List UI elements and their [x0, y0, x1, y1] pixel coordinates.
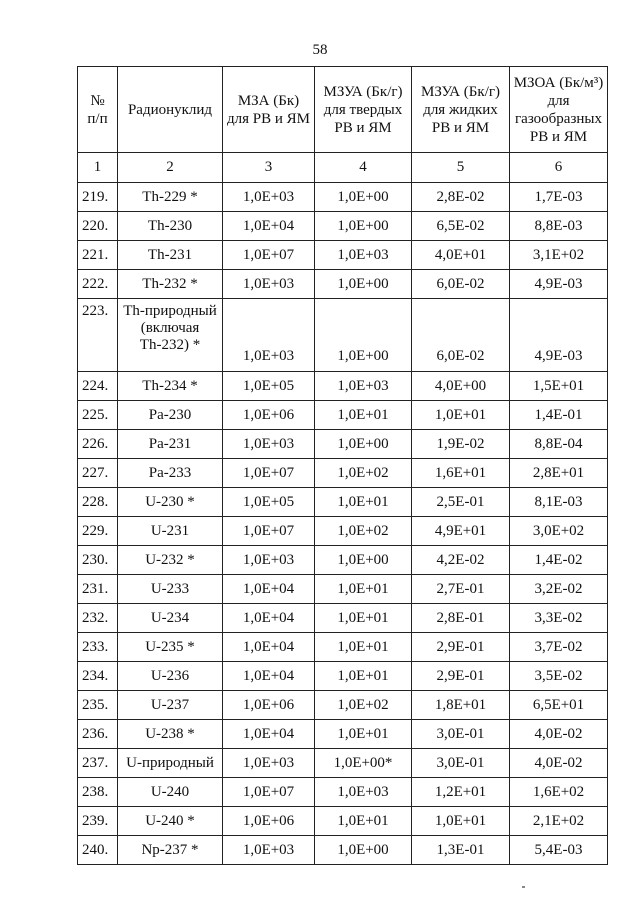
- cell-mzua-solid: 1,0E+02: [315, 459, 412, 488]
- cell-mzua-liquid: 2,9E-01: [412, 633, 510, 662]
- cell-num: 233.: [78, 633, 118, 662]
- cell-mzua-liquid: 1,8E+01: [412, 691, 510, 720]
- cell-nuclide: Th-229 *: [118, 183, 223, 212]
- table-row: [78, 372, 608, 401]
- cell-mzoa-gas: 5,4E-03: [510, 836, 608, 865]
- header-mzoa-gas: МЗОА (Бк/м³) для газообразных РВ и ЯМ: [510, 67, 608, 153]
- cell-num: 223.: [78, 299, 118, 372]
- cell-nuclide: U-231: [118, 517, 223, 546]
- cell-mzua-solid: 1,0E+01: [315, 488, 412, 517]
- cell-mza: 1,0E+06: [223, 807, 315, 836]
- cell-mzoa-gas: 1,7E-03: [510, 183, 608, 212]
- table-row: [78, 691, 608, 720]
- table-row: [78, 720, 608, 749]
- cell-mzua-solid: 1,0E+01: [315, 401, 412, 430]
- cell-mzua-solid: 1,0E+01: [315, 662, 412, 691]
- cell-nuclide: U-234: [118, 604, 223, 633]
- cell-mzua-liquid: 4,0E+01: [412, 241, 510, 270]
- cell-num: 236.: [78, 720, 118, 749]
- cell-num: 225.: [78, 401, 118, 430]
- cell-nuclide: U-235 *: [118, 633, 223, 662]
- cell-mzua-liquid: 1,9E-02: [412, 430, 510, 459]
- cell-num: 239.: [78, 807, 118, 836]
- cell-mzua-liquid: 6,5E-02: [412, 212, 510, 241]
- cell-mzua-solid: 1,0E+00: [315, 836, 412, 865]
- cell-nuclide: Pa-231: [118, 430, 223, 459]
- cell-mza: 1,0E+07: [223, 517, 315, 546]
- cell-nuclide: Pa-230: [118, 401, 223, 430]
- cell-mzoa-gas: 4,0E-02: [510, 720, 608, 749]
- cell-mzua-liquid: 4,2E-02: [412, 546, 510, 575]
- table-row: [78, 183, 608, 212]
- table-row: [78, 662, 608, 691]
- column-number: 6: [510, 153, 608, 183]
- table-row: [78, 749, 608, 778]
- cell-num: 229.: [78, 517, 118, 546]
- cell-mzoa-gas: 3,0E+02: [510, 517, 608, 546]
- cell-nuclide: Th-234 *: [118, 372, 223, 401]
- cell-nuclide: Th-природный (включая Th-232) *: [118, 299, 223, 372]
- table-row: [78, 241, 608, 270]
- cell-mza: 1,0E+04: [223, 212, 315, 241]
- cell-mzua-solid: 1,0E+00: [315, 430, 412, 459]
- cell-num: 231.: [78, 575, 118, 604]
- cell-mzua-solid: 1,0E+00*: [315, 749, 412, 778]
- cell-mzua-solid: 1,0E+00: [315, 212, 412, 241]
- cell-mzua-solid: 1,0E+00: [315, 183, 412, 212]
- cell-mzua-liquid: 2,9E-01: [412, 662, 510, 691]
- cell-mza: 1,0E+04: [223, 633, 315, 662]
- cell-mzua-solid: 1,0E+00: [315, 270, 412, 299]
- table-row: [78, 299, 608, 372]
- cell-mzua-liquid: 2,7E-01: [412, 575, 510, 604]
- cell-num: 219.: [78, 183, 118, 212]
- cell-mzoa-gas: 1,5E+01: [510, 372, 608, 401]
- header-row: [78, 67, 608, 153]
- cell-mzua-liquid: 6,0E-02: [412, 270, 510, 299]
- cell-mzua-liquid: 6,0E-02: [412, 299, 510, 372]
- cell-mzoa-gas: 3,1E+02: [510, 241, 608, 270]
- cell-nuclide: U-238 *: [118, 720, 223, 749]
- cell-mza: 1,0E+06: [223, 691, 315, 720]
- cell-mzoa-gas: 3,5E-02: [510, 662, 608, 691]
- cell-mzua-solid: 1,0E+02: [315, 691, 412, 720]
- header-mzua-solid: МЗУА (Бк/г) для твердых РВ и ЯМ: [315, 67, 412, 153]
- table-row: [78, 488, 608, 517]
- cell-nuclide: Pa-233: [118, 459, 223, 488]
- table-row: [78, 401, 608, 430]
- cell-mzua-liquid: 3,0E-01: [412, 720, 510, 749]
- cell-nuclide: U-233: [118, 575, 223, 604]
- cell-num: 222.: [78, 270, 118, 299]
- cell-mzoa-gas: 8,1E-03: [510, 488, 608, 517]
- cell-mzoa-gas: 8,8E-03: [510, 212, 608, 241]
- cell-mzua-solid: 1,0E+00: [315, 546, 412, 575]
- cell-mzoa-gas: 1,4E-01: [510, 401, 608, 430]
- cell-num: 221.: [78, 241, 118, 270]
- cell-mza: 1,0E+04: [223, 720, 315, 749]
- table-row: [78, 270, 608, 299]
- cell-mzua-liquid: 1,6E+01: [412, 459, 510, 488]
- cell-mzoa-gas: 3,7E-02: [510, 633, 608, 662]
- cell-num: 220.: [78, 212, 118, 241]
- cell-num: 226.: [78, 430, 118, 459]
- table-row: [78, 575, 608, 604]
- cell-mzua-solid: 1,0E+01: [315, 807, 412, 836]
- cell-mzua-solid: 1,0E+01: [315, 604, 412, 633]
- cell-mzua-solid: 1,0E+03: [315, 372, 412, 401]
- cell-mzua-liquid: 2,5E-01: [412, 488, 510, 517]
- table-body: [78, 183, 608, 865]
- radionuclide-table: [77, 66, 608, 865]
- cell-mza: 1,0E+07: [223, 241, 315, 270]
- table-row: [78, 459, 608, 488]
- cell-nuclide: U-237: [118, 691, 223, 720]
- cell-mza: 1,0E+03: [223, 299, 315, 372]
- cell-mzoa-gas: 2,8E+01: [510, 459, 608, 488]
- cell-mza: 1,0E+04: [223, 604, 315, 633]
- column-number: 2: [118, 153, 223, 183]
- header-mza: МЗА (Бк) для РВ и ЯМ: [223, 67, 315, 153]
- column-number: 5: [412, 153, 510, 183]
- cell-num: 237.: [78, 749, 118, 778]
- cell-mza: 1,0E+07: [223, 459, 315, 488]
- cell-mzua-liquid: 1,0E+01: [412, 401, 510, 430]
- cell-mza: 1,0E+07: [223, 778, 315, 807]
- cell-nuclide: Th-231: [118, 241, 223, 270]
- column-number: 1: [78, 153, 118, 183]
- cell-mza: 1,0E+03: [223, 430, 315, 459]
- cell-nuclide: U-природный: [118, 749, 223, 778]
- cell-mzua-solid: 1,0E+03: [315, 241, 412, 270]
- cell-mza: 1,0E+04: [223, 662, 315, 691]
- cell-mzua-solid: 1,0E+00: [315, 299, 412, 372]
- cell-mzoa-gas: 3,2E-02: [510, 575, 608, 604]
- cell-nuclide: U-240: [118, 778, 223, 807]
- cell-mzua-solid: 1,0E+03: [315, 778, 412, 807]
- cell-mzoa-gas: 4,0E-02: [510, 749, 608, 778]
- cell-num: 232.: [78, 604, 118, 633]
- cell-mza: 1,0E+06: [223, 401, 315, 430]
- cell-mzoa-gas: 1,6E+02: [510, 778, 608, 807]
- cell-nuclide: U-232 *: [118, 546, 223, 575]
- header-num: № п/п: [78, 67, 118, 153]
- cell-mza: 1,0E+03: [223, 546, 315, 575]
- cell-mza: 1,0E+03: [223, 270, 315, 299]
- table-row: [78, 604, 608, 633]
- cell-mza: 1,0E+03: [223, 749, 315, 778]
- cell-num: 228.: [78, 488, 118, 517]
- cell-mzoa-gas: 4,9E-03: [510, 270, 608, 299]
- cell-nuclide: U-236: [118, 662, 223, 691]
- cell-mza: 1,0E+05: [223, 488, 315, 517]
- table-row: [78, 430, 608, 459]
- cell-mza: 1,0E+03: [223, 836, 315, 865]
- cell-mzua-solid: 1,0E+01: [315, 720, 412, 749]
- cell-mzoa-gas: 3,3E-02: [510, 604, 608, 633]
- cell-mzua-liquid: 1,3E-01: [412, 836, 510, 865]
- cell-mzoa-gas: 2,1E+02: [510, 807, 608, 836]
- table-row: [78, 546, 608, 575]
- page-number: 58: [312, 42, 328, 58]
- cell-mzua-liquid: 2,8E-01: [412, 604, 510, 633]
- cell-mzoa-gas: 1,4E-02: [510, 546, 608, 575]
- table-row: [78, 517, 608, 546]
- cell-mzoa-gas: 4,9E-03: [510, 299, 608, 372]
- cell-mzua-liquid: 4,9E+01: [412, 517, 510, 546]
- table-row: [78, 836, 608, 865]
- header-mzua-liquid: МЗУА (Бк/г) для жидких РВ и ЯМ: [412, 67, 510, 153]
- cell-mzoa-gas: 8,8E-04: [510, 430, 608, 459]
- column-number-row: [78, 153, 608, 183]
- cell-num: 227.: [78, 459, 118, 488]
- column-number: 4: [315, 153, 412, 183]
- cell-mza: 1,0E+05: [223, 372, 315, 401]
- cell-mzua-liquid: 2,8E-02: [412, 183, 510, 212]
- cell-mza: 1,0E+03: [223, 183, 315, 212]
- scan-speck: [522, 886, 525, 888]
- cell-nuclide: U-230 *: [118, 488, 223, 517]
- cell-mzua-solid: 1,0E+01: [315, 633, 412, 662]
- cell-mzua-liquid: 4,0E+00: [412, 372, 510, 401]
- cell-num: 240.: [78, 836, 118, 865]
- cell-num: 235.: [78, 691, 118, 720]
- table-row: [78, 212, 608, 241]
- cell-num: 238.: [78, 778, 118, 807]
- cell-num: 234.: [78, 662, 118, 691]
- cell-num: 224.: [78, 372, 118, 401]
- cell-mzoa-gas: 6,5E+01: [510, 691, 608, 720]
- cell-mzua-solid: 1,0E+02: [315, 517, 412, 546]
- table-row: [78, 633, 608, 662]
- cell-nuclide: Th-230: [118, 212, 223, 241]
- column-number: 3: [223, 153, 315, 183]
- cell-mza: 1,0E+04: [223, 575, 315, 604]
- table-row: [78, 778, 608, 807]
- cell-mzua-liquid: 3,0E-01: [412, 749, 510, 778]
- cell-nuclide: U-240 *: [118, 807, 223, 836]
- cell-mzua-liquid: 1,0E+01: [412, 807, 510, 836]
- table-row: [78, 807, 608, 836]
- cell-mzua-liquid: 1,2E+01: [412, 778, 510, 807]
- cell-nuclide: Th-232 *: [118, 270, 223, 299]
- cell-mzua-solid: 1,0E+01: [315, 575, 412, 604]
- header-nuclide: Радионуклид: [118, 67, 223, 153]
- cell-nuclide: Np-237 *: [118, 836, 223, 865]
- cell-num: 230.: [78, 546, 118, 575]
